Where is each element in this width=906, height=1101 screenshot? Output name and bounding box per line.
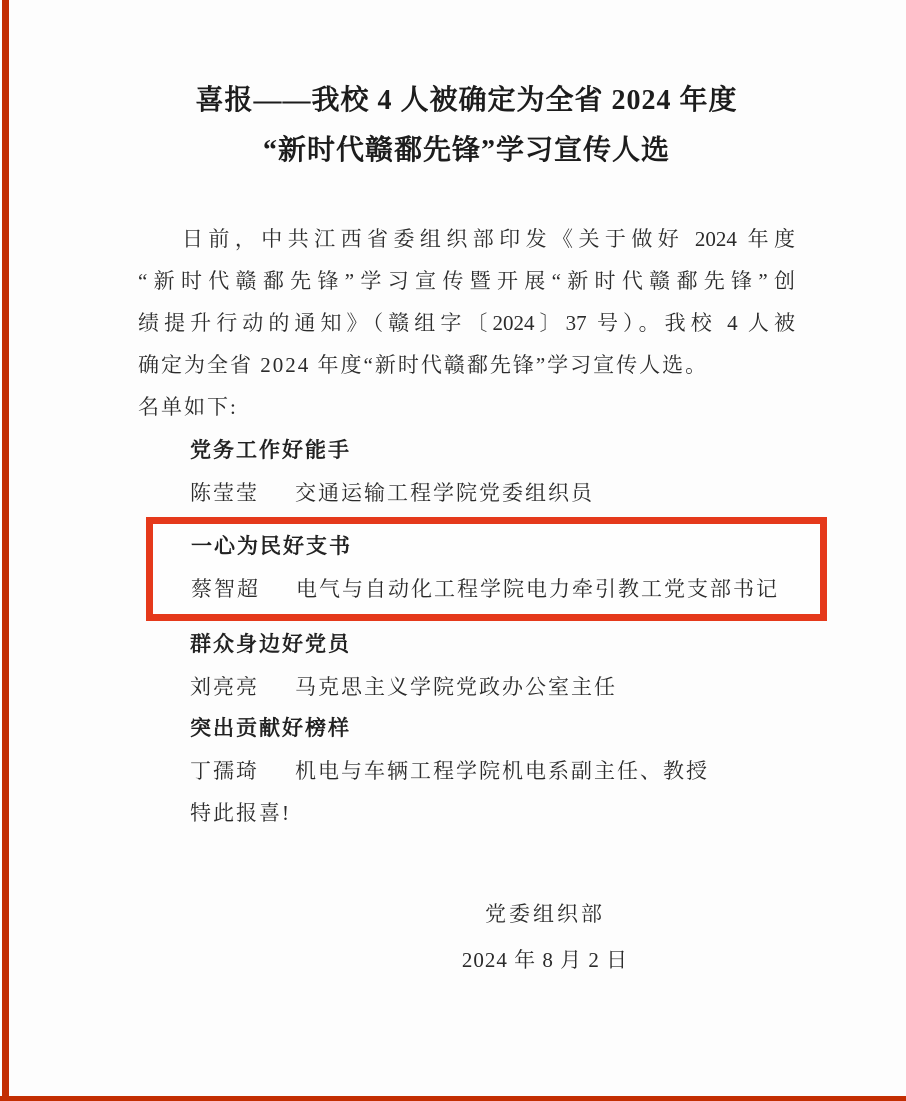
red-bottom-border (0, 1096, 906, 1101)
name-role-gap (260, 568, 296, 610)
award-person (138, 472, 795, 514)
signature-date: 2024 年 8 月 2 日 (461, 948, 629, 972)
award-category: 党务工作好能手 (190, 439, 351, 462)
title-line-2: “新时代赣鄱先锋”学习宣传人选 (262, 135, 670, 166)
document-title (138, 76, 795, 176)
paragraph-line: 名单如下: (138, 395, 238, 419)
signature-department: 党委组织部 (485, 902, 605, 926)
paragraph-line: “新时代赣鄱先锋”学习宣传暨开展“新时代赣鄱先锋”创 (138, 269, 795, 293)
person-role: 交通运输工程学院党委组织员 (295, 481, 594, 505)
award-person (138, 750, 795, 792)
person-role: 电气与自动化工程学院电力牵引教工党支部书记 (296, 577, 779, 601)
person-name: 丁孺琦 (190, 759, 259, 783)
paragraph-line: 绩提升行动的通知》（赣组字〔2024〕37 号）。我校 4 人被 (138, 311, 795, 335)
name-role-gap (259, 666, 295, 708)
signature-block (445, 901, 645, 973)
award-category: 一心为民好支书 (191, 535, 352, 558)
award-list (138, 430, 795, 834)
person-name: 刘亮亮 (190, 675, 259, 699)
award-person (191, 568, 820, 610)
red-highlight-box (146, 517, 827, 621)
person-role: 马克思主义学院党政办公室主任 (295, 675, 617, 699)
intro-paragraph (138, 218, 795, 428)
paragraph-line: 日前，中共江西省委组织部印发《关于做好 2024 年度 (182, 227, 795, 251)
award-person (138, 666, 795, 708)
title-line-1: 喜报——我校 4 人被确定为全省 2024 年度 (195, 85, 738, 116)
award-category: 群众身边好党员 (190, 633, 351, 656)
document-content (138, 0, 795, 973)
person-role: 机电与车辆工程学院机电系副主任、教授 (295, 759, 709, 783)
paragraph-line: 确定为全省 2024 年度“新时代赣鄱先锋”学习宣传人选。 (138, 353, 709, 377)
person-name: 蔡智超 (191, 577, 260, 601)
red-left-border (2, 0, 9, 1101)
person-name: 陈莹莹 (190, 481, 259, 505)
name-role-gap (259, 750, 295, 792)
closing-line: 特此报喜! (190, 801, 291, 825)
award-category: 突出贡献好榜样 (190, 717, 351, 740)
name-role-gap (259, 472, 295, 514)
